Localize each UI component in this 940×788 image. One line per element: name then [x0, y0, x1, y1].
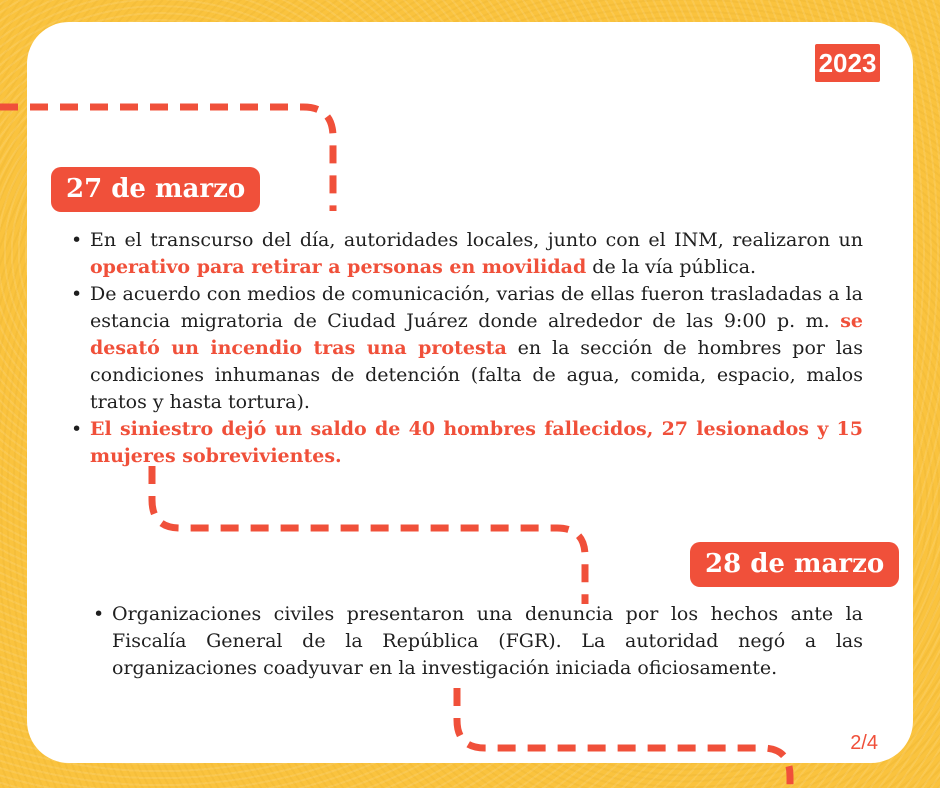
date-badge-27-marzo: 27 de marzo — [51, 167, 260, 212]
connector-bottom — [457, 688, 790, 788]
body-text: De acuerdo con medios de comunicación, varias de ellas fueron trasladadas a la estancia migratoria de Ciudad Juárez donde alrededor de las 9:00 p. m. — [90, 283, 863, 332]
highlighted-text: El siniestro dejó un saldo de 40 hombres fallecidos, 27 lesionados y 15 mujeres sobrevivientes. — [90, 418, 863, 467]
connector-middle — [152, 466, 585, 604]
events-list-27-marzo — [90, 227, 863, 470]
list-item — [90, 416, 863, 470]
list-item — [90, 227, 863, 281]
page-number: 2/4 — [850, 732, 878, 754]
body-text: En el transcurso del día, autoridades locales, junto con el INM, realizaron un — [90, 229, 863, 251]
highlighted-text: se desató un incendio tras una protesta — [90, 310, 863, 359]
list-item — [90, 281, 863, 416]
body-text: de la vía pública. — [586, 256, 757, 278]
body-text: Organizaciones civiles presentaron una denuncia por los hechos ante la Fiscalía General de la República (FGR). La autoridad negó a las organizaciones coadyuvar en la investigación iniciada oficiosamente. — [112, 603, 863, 679]
events-list-28-marzo — [112, 601, 863, 682]
year-badge: 2023 — [815, 44, 880, 82]
date-badge-28-marzo: 28 de marzo — [690, 542, 899, 587]
list-item — [112, 601, 863, 682]
highlighted-text: operativo para retirar a personas en movilidad — [90, 256, 587, 278]
body-text: en la sección de hombres por las condiciones inhumanas de detención (falta de agua, comida, espacio, malos tratos y hasta tortura). — [90, 337, 864, 413]
